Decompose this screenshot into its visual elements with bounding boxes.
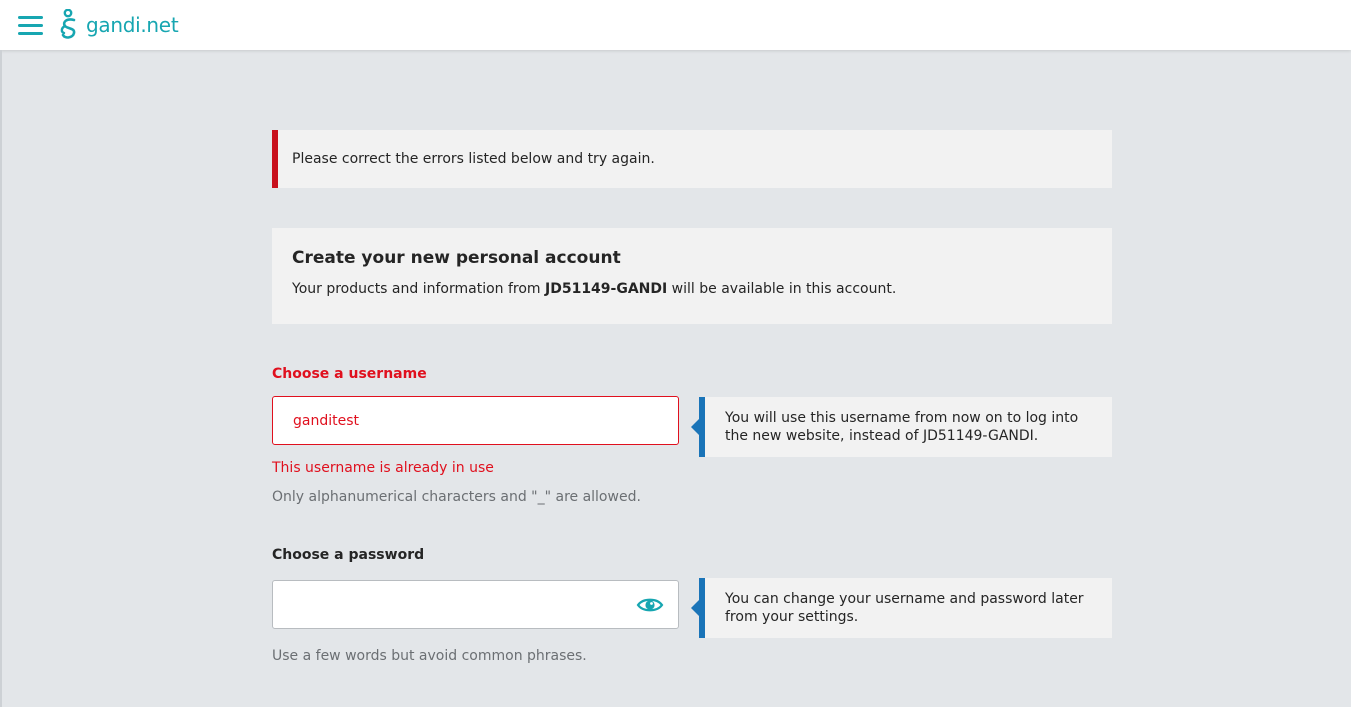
error-alert [272,130,1112,188]
password-help: Use a few words but avoid common phrases. [272,648,587,664]
logo[interactable] [59,9,178,41]
intro-text-before: Your products and information from [292,281,545,297]
password-input[interactable] [273,581,678,628]
intro-text [292,281,1092,297]
username-help: Only alphanumerical characters and "_" are allowed. [272,489,641,505]
top-bar [0,0,1351,50]
intro-panel [272,228,1112,324]
password-tip-text: You can change your username and password later from your settings. [725,591,1084,625]
username-tip-text: You will use this username from now on to log into the new website, instead of JD51149-GANDI. [725,410,1079,444]
error-alert-text: Please correct the errors listed below and try again. [292,151,655,167]
tip-pointer [691,419,699,435]
username-input[interactable] [273,397,678,444]
tip-pointer [691,600,699,616]
gandi-logo-icon [59,9,79,41]
username-field[interactable] [272,396,679,445]
password-label: Choose a password [272,547,425,563]
username-tip [699,397,1112,457]
eye-icon[interactable] [636,596,664,614]
username-error: This username is already in use [272,460,494,476]
hamburger-menu-icon[interactable] [18,13,43,37]
password-field[interactable] [272,580,679,629]
left-edge-divider [0,50,2,707]
page-title: Create your new personal account [292,248,621,268]
intro-text-after: will be available in this account. [667,281,897,297]
logo-text: gandi.net [86,13,179,37]
intro-handle: JD51149-GANDI [545,281,668,297]
password-tip [699,578,1112,638]
username-label: Choose a username [272,366,427,382]
